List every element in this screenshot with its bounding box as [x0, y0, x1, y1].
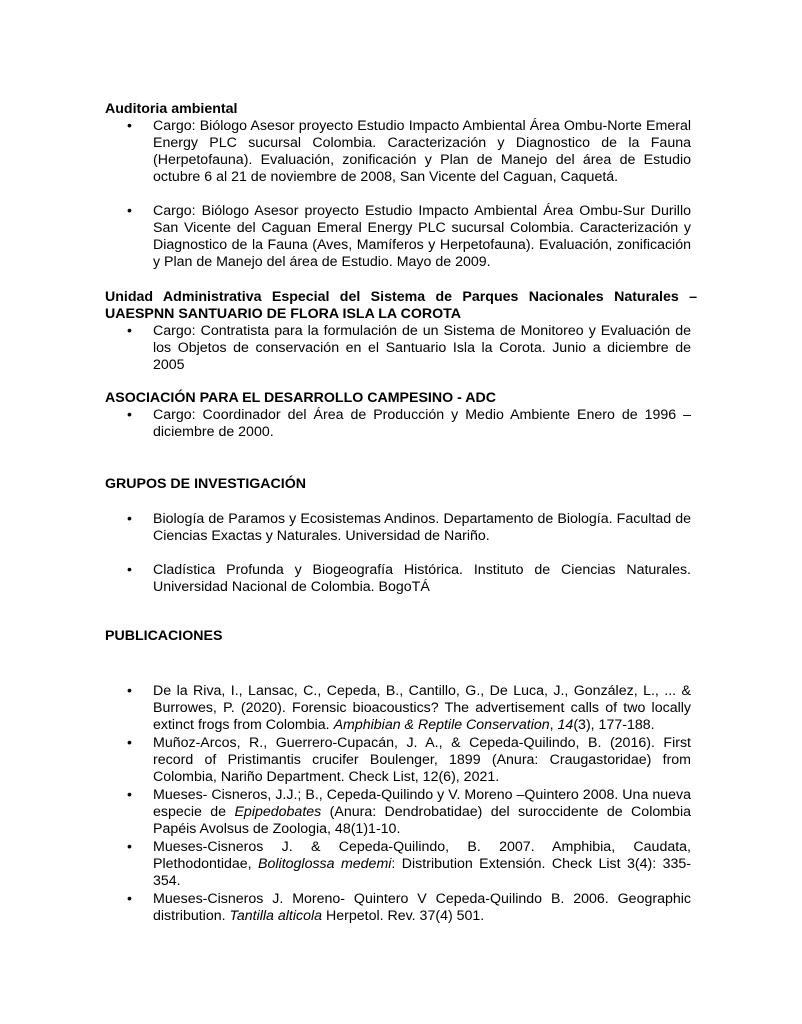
adc-list — [105, 407, 691, 441]
bullet-icon: • — [127, 562, 132, 578]
section-heading-uaespnn: Unidad Administrativa Especial del Sistema de Parques Nacionales Naturales – UAESPNN SANTUARIO DE FLORA ISLA LA COROTA — [105, 289, 697, 322]
list-item: • Mueses-Cisneros J. & Cepeda-Quilindo, B. 2007. Amphibia, Caudata, Plethodontidae, Bolitoglossa medemi: Distribution Extensión. Check List 3(4): 335-354. — [127, 839, 691, 889]
bullet-icon: • — [127, 839, 132, 855]
bullet-icon: • — [127, 118, 132, 134]
bullet-icon: • — [127, 787, 132, 803]
list-item: • Mueses-Cisneros J. Moreno- Quintero V Cepeda-Quilindo B. 2006. Geographic distribution. Tantilla alticola Herpetol. Rev. 37(4) 501. — [127, 891, 691, 924]
list-item: • Muñoz-Arcos, R., Guerrero-Cupacán, J. A., & Cepeda-Quilindo, B. (2016). First record of Pristimantis crucifer Boulenger, 1899 (Anura: Craugastoridae) from Colombia, Nariño Department. Check List, 12(6), 2021. — [127, 735, 691, 785]
bullet-icon: • — [127, 323, 132, 339]
section-heading-publicaciones: PUBLICACIONES — [105, 628, 223, 644]
auditoria-list — [105, 118, 691, 271]
publicaciones-list — [105, 683, 691, 926]
section-heading-grupos: GRUPOS DE INVESTIGACIÓN — [105, 476, 307, 492]
bullet-icon: • — [127, 511, 132, 527]
list-item: • Cladística Profunda y Biogeografía Histórica. Instituto de Ciencias Naturales. Universidad Nacional de Colombia. BogoTÁ — [127, 562, 691, 595]
bullet-icon: • — [127, 203, 132, 219]
grupos-list — [105, 511, 691, 596]
list-item: • De la Riva, I., Lansac, C., Cepeda, B., Cantillo, G., De Luca, J., González, L., ... & Burrowes, P. (2020). Forensic bioacoustics? The advertisement calls of two locally extinct frogs from Colombia. Amphibian & Reptile Conservation, 14(3), 177-188. — [127, 683, 691, 733]
list-item: • Biología de Paramos y Ecosistemas Andinos. Departamento de Biología. Facultad de Ciencias Exactas y Naturales. Universidad de Nariño. — [127, 511, 691, 544]
uaespnn-list — [105, 323, 691, 374]
bullet-icon: • — [127, 891, 132, 907]
bullet-icon: • — [127, 683, 132, 699]
list-item: • Cargo: Contratista para la formulación de un Sistema de Monitoreo y Evaluación de los Objetos de conservación en el Santuario Isla la Corota. Junio a diciembre de 2005 — [127, 323, 691, 373]
list-item: • Cargo: Biólogo Asesor proyecto Estudio Impacto Ambiental Área Ombu-Sur Durillo San Vicente del Caguan Emeral Energy PLC sucursal Colombia. Caracterización y Diagnostico de la Fauna (Aves, Mamíferos y Herpetofauna). Evaluación, zonificación y Plan de Manejo del área de Estudio. Mayo de 2009. — [127, 203, 691, 270]
list-item: • Cargo: Coordinador del Área de Producción y Medio Ambiente Enero de 1996 – diciembre de 2000. — [127, 407, 691, 440]
bullet-icon: • — [127, 407, 132, 423]
section-heading-adc: ASOCIACIÓN PARA EL DESARROLLO CAMPESINO - ADC — [105, 390, 496, 406]
list-item: • Mueses- Cisneros, J.J.; B., Cepeda-Quilindo y V. Moreno –Quintero 2008. Una nueva especie de Epipedobates (Anura: Dendrobatidae) del suroccidente de Colombia Papéis Avolsus de Zoologia, 48(1)1-10. — [127, 787, 691, 837]
section-heading-auditoria: Auditoria ambiental — [105, 101, 238, 117]
list-item: • Cargo: Biólogo Asesor proyecto Estudio Impacto Ambiental Área Ombu-Norte Emeral Energy PLC sucursal Colombia. Caracterización y Diagnostico de la Fauna (Herpetofauna). Evaluación, zonificación y Plan de Manejo del área de Estudio octubre 6 al 21 de noviembre de 2008, San Vicente del Caguan, Caquetá. — [127, 118, 691, 185]
bullet-icon: • — [127, 735, 132, 751]
